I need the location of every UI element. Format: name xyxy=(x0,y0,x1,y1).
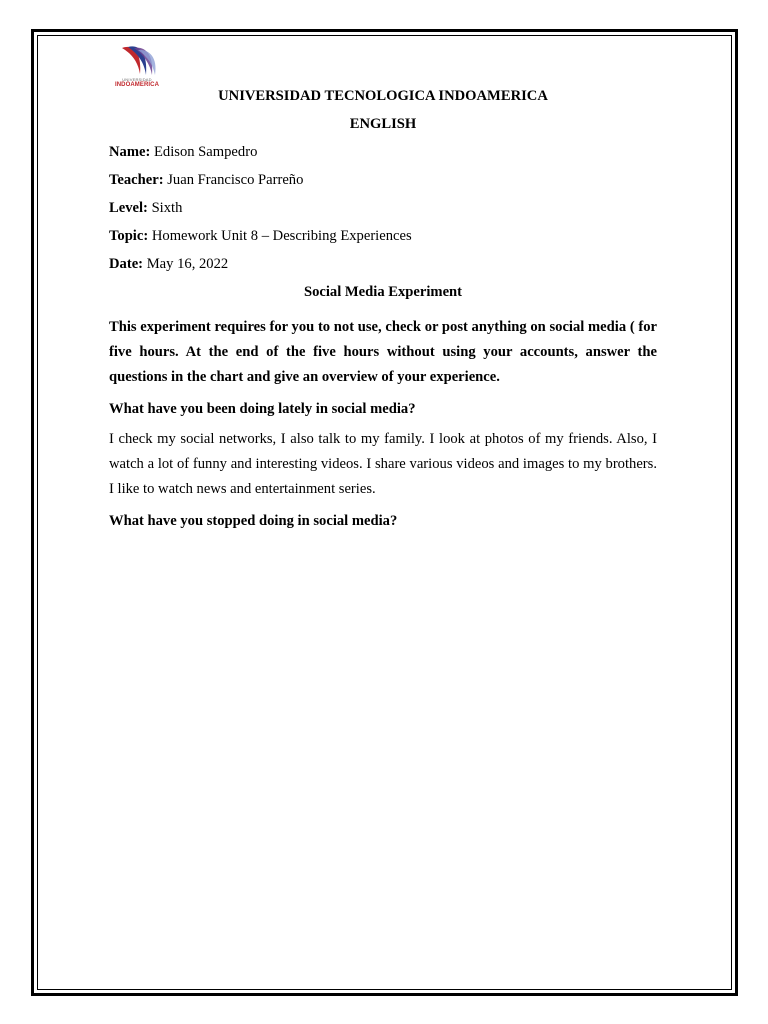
field-level xyxy=(109,198,657,218)
field-date-label: Date: xyxy=(109,256,144,272)
university-heading: UNIVERSIDAD TECNOLOGICA INDOAMERICA xyxy=(218,88,548,104)
field-name-value: Edison Sampedro xyxy=(154,144,258,160)
university-logo xyxy=(108,44,166,90)
field-name-label: Name: xyxy=(109,144,151,160)
field-topic-value: Homework Unit 8 – Describing Experiences xyxy=(151,228,412,244)
logo-brand-text: INDOAMERICA xyxy=(114,82,160,89)
field-name xyxy=(109,142,657,162)
field-topic-label: Topic: xyxy=(109,228,149,244)
question-2: What have you stopped doing in social media? xyxy=(109,513,398,529)
field-teacher xyxy=(109,170,657,190)
section-intro: This experiment requires for you to not use, check or post anything on social media ( for five hours. At the end of the five hours without using your accounts, answer the questions in the chart and give an overview of your experience. xyxy=(109,319,657,385)
answer-1: I check my social networks, I also talk to my family. I look at photos of my friends. Also, I watch a lot of funny and interesting videos. I share various videos and images to my brothers. I like to watch news and entertainment series. xyxy=(109,431,657,497)
field-teacher-label: Teacher: xyxy=(109,172,164,188)
logo-small-text: UNIVERSIDAD xyxy=(122,77,152,82)
field-teacher-value: Juan Francisco Parreño xyxy=(167,172,304,188)
question-1: What have you been doing lately in social media? xyxy=(109,401,416,417)
field-level-label: Level: xyxy=(109,200,148,216)
field-date-value: May 16, 2022 xyxy=(146,256,229,272)
section-title: Social Media Experiment xyxy=(303,284,463,300)
document-content xyxy=(109,86,657,531)
subject-heading: ENGLISH xyxy=(349,116,417,132)
field-date xyxy=(109,254,657,274)
field-topic xyxy=(109,226,657,246)
university-logo-icon xyxy=(108,44,166,78)
field-level-value: Sixth xyxy=(151,200,183,216)
